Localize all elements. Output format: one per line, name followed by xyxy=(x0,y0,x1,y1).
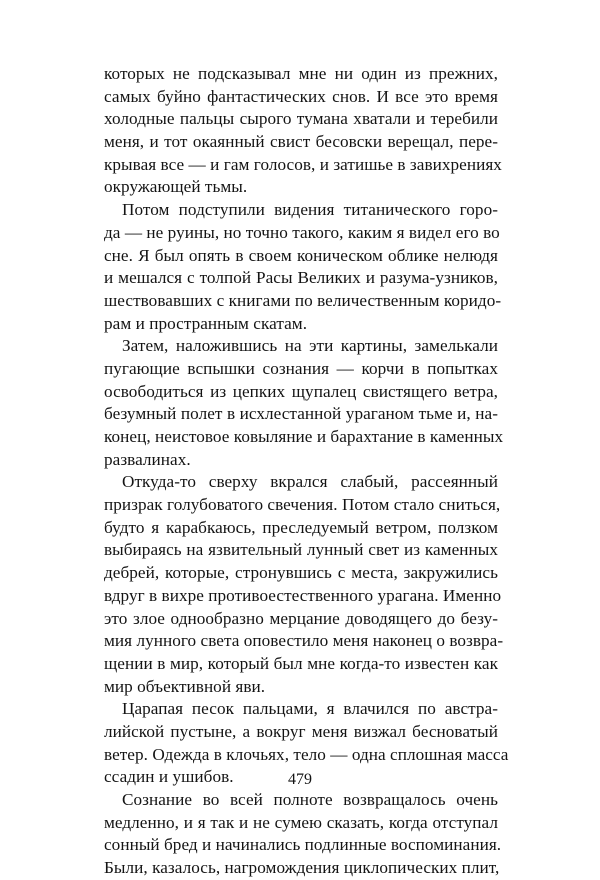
text-line: лийской пустыне, а вокруг меня визжал бесноватый xyxy=(104,721,498,741)
text-line: это злое однообразно мерцание доводящего до безу- xyxy=(104,608,498,628)
text-line: пугающие вспышки сознания — корчи в попытках xyxy=(104,358,498,378)
text-line: окружающей тьмы. xyxy=(104,177,248,197)
paragraph xyxy=(104,199,502,335)
text-line: сонный бред и начинались подлинные воспоминания. xyxy=(104,835,502,855)
text-line: ветер. Одежда в клочьях, тело — одна сплошная масса xyxy=(104,744,509,764)
text-line: щении в мир, который был мне когда-то известен как xyxy=(104,653,498,673)
text-line: мир объективной яви. xyxy=(104,676,266,696)
text-line: медленно, и я так и не сумею сказать, когда отступал xyxy=(104,812,498,832)
text-line: будто я карабкаюсь, преследуемый ветром, ползком xyxy=(104,517,498,537)
text-line: Откуда-то сверху вкрался слабый, рассеянный xyxy=(122,472,498,492)
text-line: Сознание во всей полноте возвращалось очень xyxy=(122,790,498,809)
text-line: безумный полет в исхлестанной ураганом тьме и, на- xyxy=(104,404,498,424)
text-line: шествовавших с книгами по величественным коридо- xyxy=(104,290,502,310)
text-line: мия лунного света оповестило меня наконец о возвра- xyxy=(104,631,504,651)
text-line: развалинах. xyxy=(104,449,191,469)
text-line: да — не руины, но точно такого, каким я видел его во xyxy=(104,222,500,242)
text-line: вдруг в вихре противоестественного урагана. Именно xyxy=(104,585,502,605)
text-line: Затем, наложившись на эти картины, замелькали xyxy=(122,336,498,356)
page-number: 479 xyxy=(288,771,312,788)
text-line: выбираясь на язвительный лунный свет из каменных xyxy=(104,540,498,560)
paragraph xyxy=(104,335,504,471)
text-line: и мешался с толпой Расы Великих и разума-узников, xyxy=(104,268,498,288)
text-line: крывая все — и гам голосов, и затишье в завихрениях xyxy=(104,154,502,174)
text-line: Царапая песок пальцами, я влачился по австра- xyxy=(122,699,498,719)
text-line: холодные пальцы сырого тумана хватали и теребили xyxy=(104,109,498,129)
text-line: меня, и тот окаянный свист бесовски верещал, пере- xyxy=(104,132,498,152)
text-line: самых буйно фантастических снов. И все это время xyxy=(104,86,498,106)
text-line: Были, казалось, нагромождения циклопических плит, xyxy=(104,858,500,878)
paragraph xyxy=(104,789,502,880)
text-line: призрак голубоватого свечения. Потом стало сниться, xyxy=(104,495,501,515)
text-line: которых не подсказывал мне ни один из прежних, xyxy=(104,64,498,83)
text-line: рам и пространным скатам. xyxy=(104,313,308,333)
text-line: освободиться из цепких щупалец свистящего ветра, xyxy=(104,381,498,401)
body-text xyxy=(104,63,509,880)
text-line: Потом подступили видения титанического горо- xyxy=(122,200,498,220)
paragraph xyxy=(104,471,504,698)
text-line: ссадин и ушибов. xyxy=(104,767,234,787)
text-line: дебрей, которые, стронувшись с места, закружились xyxy=(104,563,498,583)
text-line: конец, неистовое ковыляние и барахтание в каменных xyxy=(104,427,504,446)
paragraph xyxy=(104,63,502,199)
text-line: сне. Я был опять в своем коническом облике нелюдя xyxy=(104,245,498,265)
